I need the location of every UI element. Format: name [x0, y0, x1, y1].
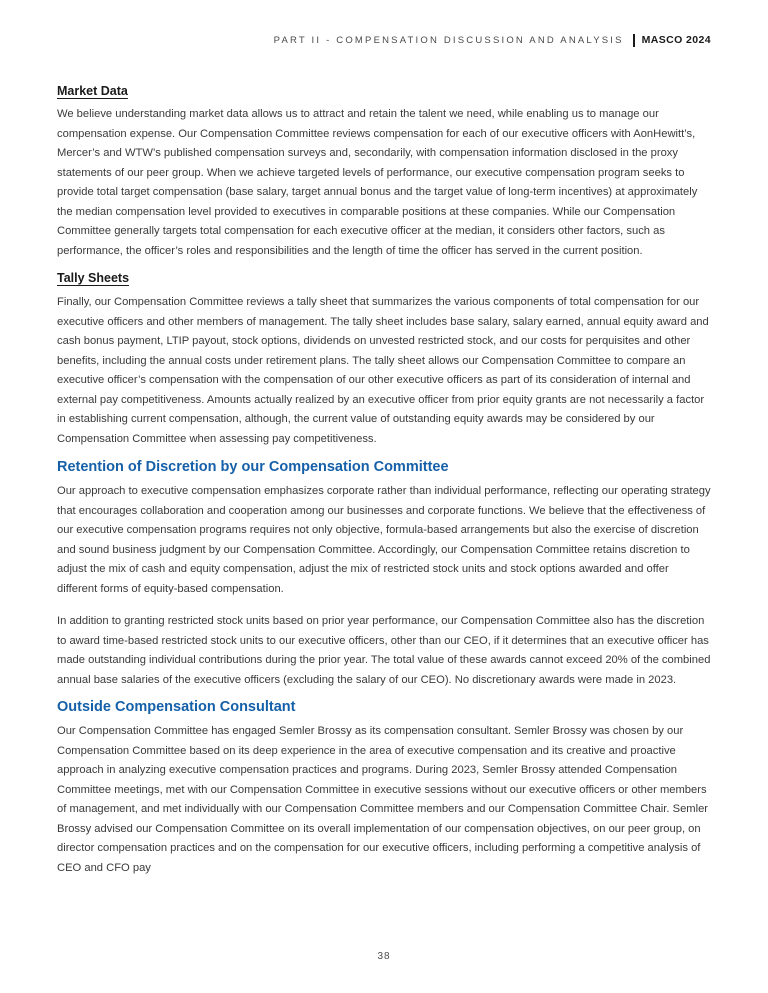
section-heading-tally-sheets: Tally Sheets: [57, 271, 130, 285]
paragraph-outside-consultant: Our Compensation Committee has engaged Semler Brossy as its compensation consultant. Semler Brossy was chosen by our Compensation Committee based on its deep experience in the area of executive compensation and its creative and proactive approach in analyzing executive compensation practices and programs. During 2023, Semler Brossy attended Compensation Committee meetings, met with our Compensation Committee in executive sessions without our executive officers or other members of management, and met individually with our Compensation Committee members and our Compensation Committee Chair. Semler Brossy advised our Compensation Committee on its overall implementation of our compensation objectives, on our peer group, on director compensation practices and on the compensation for our executive officers, including performing a competitive analysis of CEO and CFO pay: [57, 725, 709, 874]
header-divider: [633, 34, 635, 47]
section-heading-retention-of-discretion: Retention of Discretion by our Compensation Committee: [57, 459, 449, 475]
paragraph-market-data: We believe understanding market data allows us to attract and retain the talent we need, while enabling us to manage our compensation expense. Our Compensation Committee reviews compensation for each of our executive officers with AonHewitt’s, Mercer’s and WTW’s published compensation surveys and, secondarily, with compensation information disclosed in the proxy statements of our peer group. When we achieve targeted levels of performance, our executive compensation program seeks to provide total target compensation (base salary, target annual bonus and the target value of long-term incentives) at approximately the median compensation level provided to executives in comparable positions at these companies. While our Compensation Committee generally targets total compensation for each executive officer at the median, it considers other factors, such as performance, the officer’s roles and responsibilities and the length of time the officer has served in the current position.: [57, 108, 698, 257]
page-footer: [0, 946, 768, 964]
paragraph-retention-1: Our approach to executive compensation emphasizes corporate rather than individual performance, reflecting our operating strategy that encourages collaboration and cooperation among our businesses and corporate functions. We believe that the effectiveness of our executive compensation programs requires not only objective, formula-based arrangements but also the exercise of discretion and sound business judgment by our Compensation Committee. Accordingly, our Compensation Committee retains discretion to adjust the mix of cash and equity compensation, adjust the mix of restricted stock units and stock options awarded and offer different forms of equity-based compensation.: [57, 485, 711, 595]
header-brand-label: MASCO 2024: [641, 34, 711, 46]
section-heading-outside-compensation-consultant: Outside Compensation Consultant: [57, 699, 296, 715]
paragraph-tally-sheets: Finally, our Compensation Committee reviews a tally sheet that summarizes the various components of total compensation for our executive officers and other members of management. The tally sheet includes base salary, salary earned, annual equity award and cash bonus payment, LTIP payout, stock options, dividends on unvested restricted stock, and our costs for perquisites and other benefits, including the annual costs under retirement plans. The tally sheet allows our Compensation Committee to compare an executive officer’s compensation with the compensation of our other executive officers as part of its consideration of internal and external pay competitiveness. Amounts actually realized by an executive officer from prior equity grants are not necessarily a factor in establishing current compensation, although, the current value of outstanding equity awards may be considered by our Compensation Committee when assessing pay competitiveness.: [57, 296, 709, 445]
page-number: 38: [377, 951, 391, 962]
section-heading-market-data: Market Data: [57, 84, 128, 98]
page-header: [57, 33, 711, 47]
header-section-label: PART II - COMPENSATION DISCUSSION AND ANALYSIS: [273, 34, 624, 46]
paragraph-retention-2: In addition to granting restricted stock units based on prior year performance, our Compensation Committee also has the discretion to award time-based restricted stock units to our executive officers, other than our CEO, if it determines that an executive officer has made outstanding individual contributions during the prior year. The total value of these awards cannot exceed 20% of the combined annual base salaries of the executive officers (excluding the salary of our CEO). No discretionary awards were made in 2023.: [57, 615, 711, 686]
